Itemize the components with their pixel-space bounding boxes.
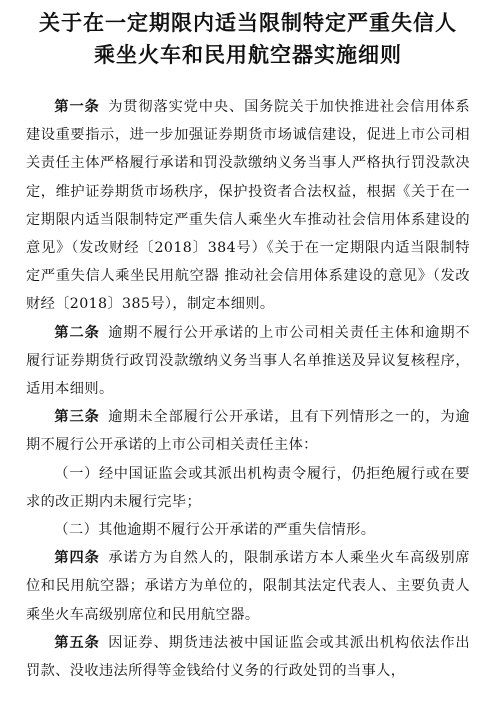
item-text: （一）经中国证监会或其派出机构责令履行，仍拒绝履行或在要求的改正期内未履行完毕； [26, 465, 470, 510]
article-text: 承诺方为自然人的，限制承诺方本人乘坐火车高级别席位和民用航空器；承诺方为单位的，限制其法定代表人、主要负责人乘坐火车高级别席位和民用航空器。 [26, 550, 470, 623]
article-label: 第四条 [54, 550, 100, 567]
title-line-2: 乘坐火车和民用航空器实施细则 [94, 43, 402, 67]
article-label: 第三条 [54, 409, 100, 426]
article-3-item-2 [26, 516, 470, 544]
article-4 [26, 544, 470, 629]
article-text: 因证券、期货违法被中国证监会或其派出机构依法作出罚款、没收违法所得等金钱给付义务的行政处罚的当事人， [26, 634, 470, 680]
article-3-item-1 [26, 460, 470, 516]
article-2 [26, 319, 470, 404]
article-label: 第一条 [54, 99, 100, 115]
title-line-1: 关于在一定期限内适当限制特定严重失信人 [39, 11, 457, 35]
document-body [26, 93, 470, 685]
article-text: 逾期未全部履行公开承诺，且有下列情形之一的，为逾期不履行公开承诺的上市公司相关责任主体： [26, 409, 470, 454]
article-5 [26, 629, 470, 685]
item-text: （二）其他逾期不履行公开承诺的严重失信情形。 [54, 522, 376, 539]
article-label: 第二条 [54, 324, 100, 341]
document-title [26, 0, 470, 71]
article-text: 为贯彻落实党中央、国务院关于加快推进社会信用体系建设重要指示，进一步加强证券期货市场诚信建设，促进上市公司相关责任主体严格履行承诺和罚没款缴纳义务当事人严格执行罚没款决定，维护证券期货市场秩序，保护投资者合法权益，根据《关于在一定期限内适当限制特定严重失信人乘坐火车推动社会信用体系建设的意见》（发改财经〔2018〕384号）《关于在一定期限内适当限制特定严重失信人乘坐民用航空器 推动社会信用体系建设的意见》（发改财经〔2018〕385号），制定本细则。 [26, 99, 470, 313]
article-1 [26, 93, 470, 319]
article-text: 逾期不履行公开承诺的上市公司相关责任主体和逾期不履行证券期货行政罚没款缴纳义务当事人名单推送及异议复核程序，适用本细则。 [26, 324, 470, 398]
article-label: 第五条 [54, 634, 100, 651]
article-3 [26, 403, 470, 459]
